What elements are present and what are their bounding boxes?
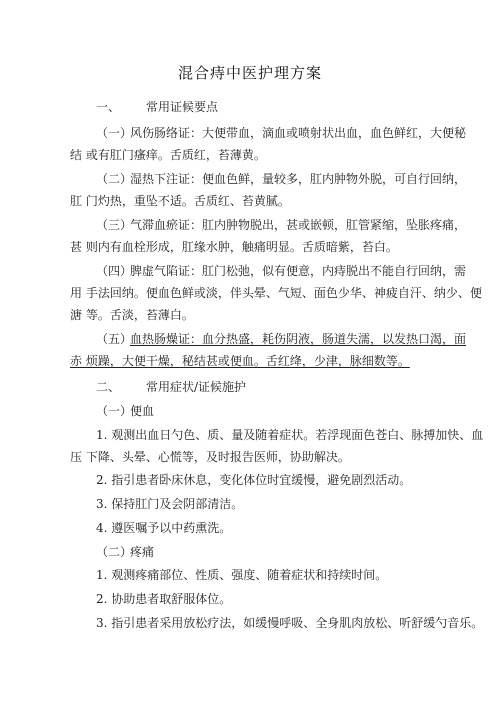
- item-text: 气滞血瘀证：肛内肿物脱出，甚或嵌顿，肛管紧缩，坠胀疼痛，: [130, 218, 467, 232]
- item-number: （二）: [96, 172, 133, 186]
- item-number: （一）: [96, 126, 133, 140]
- item-text: 脾虚气陷证：肛门松弛，似有便意，内痔脱出不能自行回纳，需: [130, 264, 467, 278]
- list-item: 3. 指引患者采用放松疗法，如缓慢呼吸、全身肌肉放松、听舒缓勺音乐。: [96, 616, 484, 630]
- section-number: 二、: [96, 380, 121, 394]
- paragraph-line: 甚 则内有血栓形成，肛缘水肿，触痛明显。舌质暗紫，苔白。: [70, 240, 398, 254]
- paragraph-line: [96, 332, 468, 346]
- paragraph-line: 压 下降、头晕、心慌等，及时报告医师，协助解决。: [70, 450, 350, 464]
- paragraph-line: 结 或有肛门瘙痒。舌质红，苔薄黄。: [70, 148, 266, 162]
- document-title: 混合痔中医护理方案: [177, 64, 322, 82]
- item-number: （二）: [96, 545, 133, 559]
- list-item: 1. 观测出血日勺色、质、量及随着症状。若浮现面色苍白、脉搏加快、血: [96, 428, 484, 442]
- subsection-heading: [96, 545, 468, 559]
- section-title: 常用症状/证候施护: [146, 380, 247, 394]
- item-text: 湿热下注证：便血色鲜，量较多，肛内肿物外脱，可自行回纳，: [130, 172, 467, 186]
- subsection-title: 便血: [130, 404, 155, 418]
- paragraph-line: [96, 218, 468, 232]
- item-text: 风伤肠络证：大便带血，滴血或喷射状出血，血色鲜红，大便秘: [130, 126, 467, 140]
- subsection-heading: [96, 404, 468, 418]
- paragraph-line: 用 手法回纳。便血色鲜或淡，伴头晕、气短、面色少华、神疲自汗、纳少、便: [70, 286, 482, 300]
- section-title: 常用证候要点: [146, 100, 219, 114]
- section-heading-1: [96, 100, 468, 114]
- list-item: 1. 观测疼痛部位、性质、强度、随着症状和持续时间。: [96, 568, 388, 582]
- paragraph-line: 肛 门灼热，重坠不适。舌质红、苔黄腻。: [70, 194, 290, 208]
- paragraph-line: [96, 172, 468, 186]
- list-item: 2. 协助患者取舒服体位。: [96, 592, 232, 606]
- paragraph-line: [96, 264, 468, 278]
- list-item: 3. 保持肛门及会阴部清洁。: [96, 497, 244, 511]
- paragraph-line: 赤 烦躁，大便干燥，秘结甚或便血。舌红绛，少津，脉细数等。: [70, 354, 410, 368]
- paragraph-line: 溏 等。舌淡，苔薄白。: [70, 308, 194, 322]
- item-text: 血热肠燥证：血分热盛，耗伤阴液，肠道失濡，以发热口渴，面: [130, 332, 467, 346]
- paragraph-line: [96, 126, 468, 140]
- item-number: （四）: [96, 264, 133, 278]
- subsection-title: 疼痛: [130, 545, 155, 559]
- item-number: （一）: [96, 404, 133, 418]
- item-number: （五）: [96, 332, 133, 346]
- item-number: （三）: [96, 218, 133, 232]
- section-heading-2: [96, 380, 468, 394]
- list-item: 2. 指引患者卧床休息，变化体位时宜缓慢，避免剧烈活动。: [96, 473, 412, 487]
- section-number: 一、: [96, 100, 121, 114]
- list-item: 4. 遵医嘱予以中药熏洗。: [96, 521, 232, 535]
